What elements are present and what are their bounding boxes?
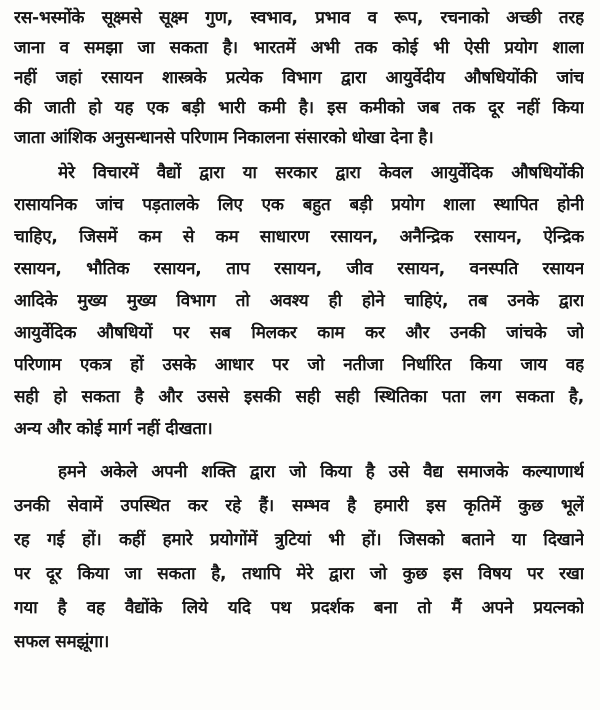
text-line: परिणाम एकत्र हों उसके आधार पर जो नतीजा निर्धारित किया जाय वह <box>14 355 584 375</box>
text-line: चाहिए, जिसमें कम से कम साधारण रसायन, अनैन्द्रिक रसायन, ऐन्द्रिक <box>14 227 584 247</box>
text-line: सही हो सकता है और उससे इसकी सही सही स्थितिका पता लग सकता है, <box>14 387 584 407</box>
text-line: मेरे विचारमें वैद्यों द्वारा या सरकार द्वारा केवल आयुर्वेदिक औषधियोंकी <box>58 163 584 183</box>
text-line: रह गई हों। कहीं हमारे प्रयोगोंमें त्रुटियां भी हों। जिसको बताने या दिखाने <box>14 530 584 550</box>
text-line: रस-भस्मोंके सूक्ष्मसे सूक्ष्म गुण, स्वभाव, प्रभाव व रूप, रचनाको अच्छी तरह <box>14 8 584 28</box>
text-line: रासायनिक जांच पड़तालके लिए एक बहुत बड़ी प्रयोग शाला स्थापित होनी <box>14 195 584 215</box>
text-line: आयुर्वेदिक औषधियों पर सब मिलकर काम कर और उनकी जांचके जो <box>14 323 584 343</box>
text-line: अन्य और कोई मार्ग नहीं दीखता। <box>14 419 213 439</box>
text-line: हमने अकेले अपनी शक्ति द्वारा जो किया है उसे वैद्य समाजके कल्याणार्थ <box>58 462 584 482</box>
text-line: रसायन, भौतिक रसायन, ताप रसायन, जीव रसायन, वनस्पति रसायन <box>14 259 584 279</box>
text-line: गया है वह वैद्योंके लिये यदि पथ प्रदर्शक बना तो मैं अपने प्रयत्नको <box>14 598 584 618</box>
text-line: सफल समझूंगा। <box>14 632 110 652</box>
text-line: नहीं जहां रसायन शास्त्रके प्रत्येक विभाग द्वारा आयुर्वेदीय औषधियोंकी जांच <box>14 68 584 88</box>
text-line: पर दूर किया जा सकता है, तथापि मेरे द्वारा जो कुछ इस विषय पर रखा <box>14 564 584 584</box>
text-line: की जाती हो यह एक बड़ी भारी कमी है। इस कमीको जब तक दूर नहीं किया <box>14 98 584 118</box>
text-line: उनकी सेवामें उपस्थित कर रहे हैं। सम्भव है हमारी इस कृतिमें कुछ भूलें <box>14 496 584 516</box>
text-line: जाता आंशिक अनुसन्धानसे परिणाम निकालना संसारको धोखा देना है। <box>14 128 434 148</box>
text-line: जाना व समझा जा सकता है। भारतमें अभी तक कोई भी ऐसी प्रयोग शाला <box>14 38 584 58</box>
text-line: आदिके मुख्य मुख्य विभाग तो अवश्य ही होने चाहिएं, तब उनके द्वारा <box>14 291 584 311</box>
